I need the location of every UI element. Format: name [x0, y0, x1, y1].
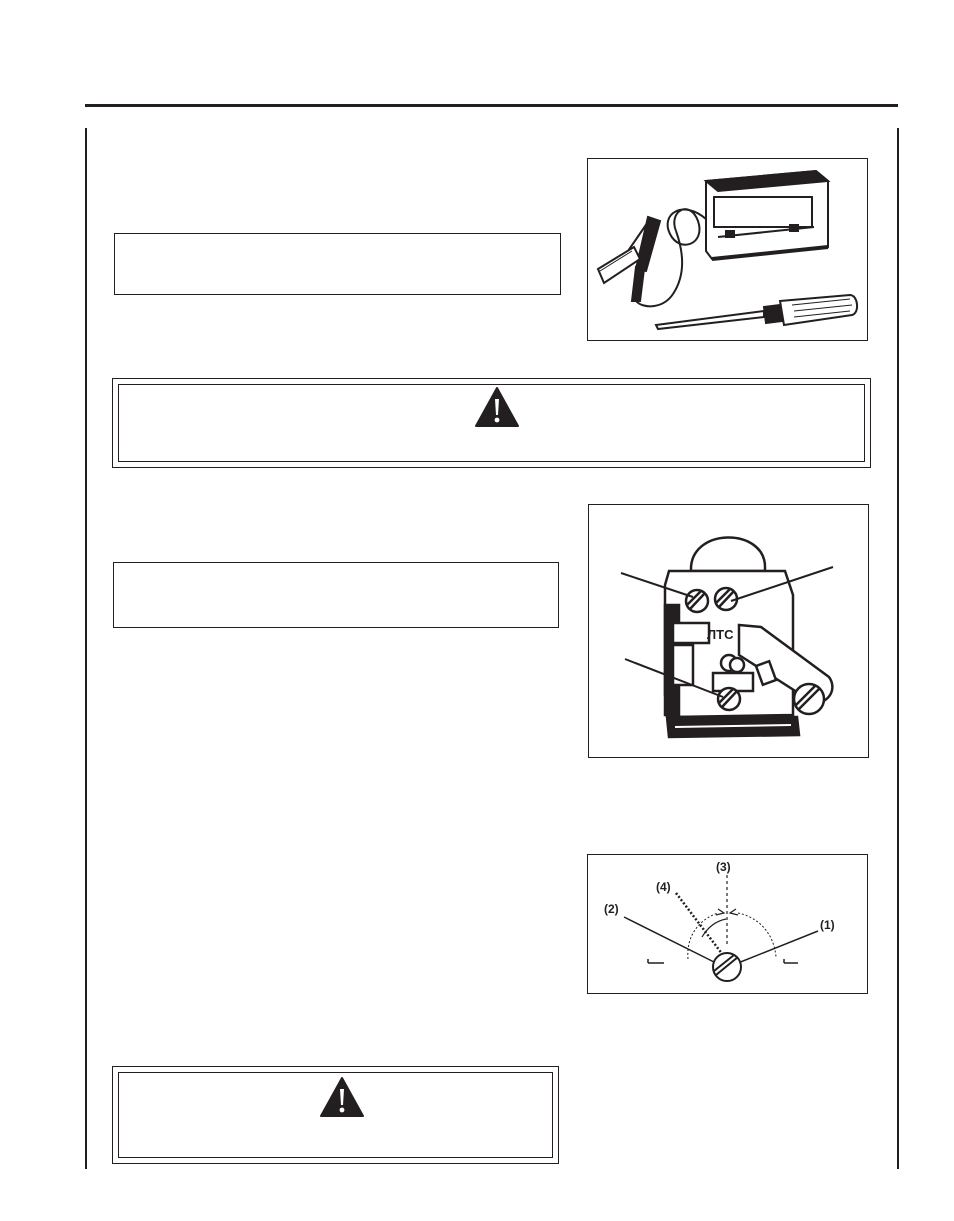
warning-triangle-icon: [474, 386, 520, 428]
header-rule: [85, 104, 898, 107]
screwdriver-icon: [656, 295, 857, 329]
left-position-line: [624, 917, 716, 963]
tools-figure: [587, 158, 868, 341]
svg-text:ЛТС: ЛТС: [707, 627, 734, 642]
warning-box-bottom: [112, 1066, 559, 1164]
label-four: (4): [656, 880, 671, 894]
note-box-middle: [113, 562, 559, 628]
left-margin-line: [85, 128, 87, 1169]
warning-box-top: [112, 378, 871, 468]
carburetor-illustration: [589, 505, 870, 759]
screw-rotation-diagram: [588, 855, 869, 995]
inner-arc: [702, 919, 726, 937]
right-margin-line: [897, 128, 899, 1169]
label-three: (3): [716, 860, 731, 874]
warning-triangle-icon: [319, 1076, 365, 1118]
tools-illustration: [588, 159, 869, 342]
label-one: (1): [820, 918, 835, 932]
carburetor-figure: [588, 504, 869, 758]
intermediate-line: [676, 893, 726, 959]
label-two: (2): [604, 902, 619, 916]
screw-rotation-figure: [587, 854, 868, 994]
arrow-right-head: [730, 909, 738, 915]
adjusting-screw-icon: [713, 953, 741, 981]
tachometer-icon: [598, 171, 828, 306]
arrow-left-head: [716, 909, 724, 915]
note-box-top: [114, 233, 561, 295]
right-position-line: [738, 931, 818, 963]
